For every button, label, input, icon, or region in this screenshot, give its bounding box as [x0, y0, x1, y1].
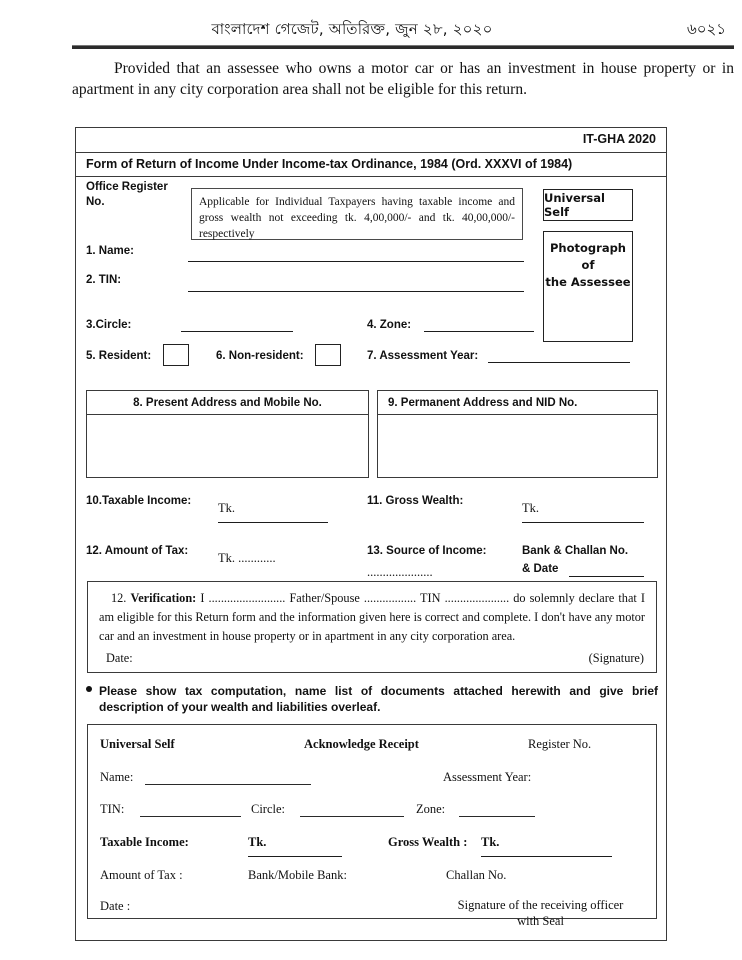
overleaf-note	[86, 683, 658, 715]
overleaf-note-text: Please show tax computation, name list of documents attached herewith and give brief description of your wealth and liabilities overleaf.	[99, 684, 658, 714]
zone-input-line[interactable]	[424, 331, 534, 332]
permanent-address-box[interactable]	[377, 390, 658, 478]
receipt-taxable-income-input-line[interactable]	[248, 856, 342, 857]
gross-wealth-input-line[interactable]	[522, 522, 644, 523]
source-of-income-input-line[interactable]: .....................	[367, 565, 433, 579]
receipt-register-no-label: Register No.	[528, 737, 592, 751]
receipt-name-input-line[interactable]	[145, 784, 311, 785]
receipt-zone-label: Zone:	[416, 802, 446, 816]
gross-wealth-label: 11. Gross Wealth:	[367, 495, 464, 507]
assessment-year-label: 7. Assessment Year:	[367, 350, 479, 362]
non-resident-checkbox[interactable]	[315, 344, 341, 366]
photograph-placeholder[interactable]	[543, 231, 633, 342]
tin-label: 2. TIN:	[86, 274, 122, 286]
receipt-name-label: Name:	[100, 770, 134, 784]
universal-self-badge	[543, 189, 633, 221]
receipt-circle-input-line[interactable]	[300, 816, 404, 817]
receipt-amount-of-tax-label: Amount of Tax :	[100, 868, 183, 882]
circle-label: 3.Circle:	[86, 319, 132, 331]
intro-paragraph: Provided that an assessee who owns a motor car or has an investment in house property or in apartment in any city corporation area shall not be eligible for this return.	[72, 60, 734, 98]
receipt-universal-self-label: Universal Self	[100, 737, 175, 751]
gazette-title: বাংলাদেশ গেজেট, অতিরিক্ত, জুন ২৮, ২০২০	[211, 20, 493, 38]
page-number: ৬০২১	[687, 20, 726, 38]
receipt-signature-block	[433, 897, 648, 929]
receipt-zone-input-line[interactable]	[459, 816, 535, 817]
receipt-signature-line1: Signature of the receiving officer	[457, 898, 624, 912]
receipt-bank-label: Bank/Mobile Bank:	[248, 868, 347, 882]
bank-challan-date-input-line[interactable]	[569, 576, 644, 577]
amount-of-tax-label: 12. Amount of Tax:	[86, 545, 189, 557]
receipt-challan-label: Challan No.	[446, 868, 507, 882]
income-return-form	[75, 127, 667, 941]
photograph-label-line1: Photograph of	[550, 241, 626, 272]
assessment-year-input-line[interactable]	[488, 362, 630, 363]
receipt-assessment-year-label: Assessment Year:	[443, 770, 532, 784]
taxable-income-input-line[interactable]	[218, 522, 328, 523]
verification-signature-label: (Signature)	[588, 651, 644, 665]
receipt-signature-line2: with Seal	[517, 914, 564, 928]
receipt-taxable-income-currency: Tk.	[248, 835, 267, 849]
zone-label: 4. Zone:	[367, 319, 412, 331]
receipt-circle-label: Circle:	[251, 802, 286, 816]
taxable-income-label: 10.Taxable Income:	[86, 495, 192, 507]
name-label: 1. Name:	[86, 245, 134, 257]
photograph-label-line2: the Assessee	[545, 275, 631, 289]
form-code: IT-GHA 2020	[582, 132, 656, 146]
permanent-address-heading: 9. Permanent Address and NID No.	[378, 391, 657, 415]
resident-checkbox[interactable]	[163, 344, 189, 366]
taxable-income-currency: Tk.	[218, 501, 236, 515]
office-register-label: Office Register No.	[86, 181, 168, 208]
applicable-note-box	[191, 188, 523, 240]
form-title: Form of Return of Income Under Income-tax Ordinance, 1984 (Ord. XXXVI of 1984)	[86, 157, 573, 171]
page-header	[72, 18, 734, 54]
bullet-icon	[86, 686, 92, 692]
verification-text	[99, 589, 645, 646]
verification-date-label[interactable]: Date:	[106, 651, 133, 665]
receipt-title: Acknowledge Receipt	[304, 737, 419, 751]
verification-label: Verification:	[130, 591, 197, 605]
receipt-gross-wealth-label: Gross Wealth :	[388, 835, 468, 849]
receipt-gross-wealth-currency: Tk.	[481, 835, 500, 849]
circle-input-line[interactable]	[181, 331, 293, 332]
present-address-heading: 8. Present Address and Mobile No.	[87, 391, 368, 415]
bank-challan-label: Bank & Challan No.	[522, 545, 629, 557]
non-resident-label: 6. Non-resident:	[216, 350, 304, 362]
gross-wealth-currency: Tk.	[522, 501, 540, 515]
present-address-box[interactable]	[86, 390, 369, 478]
source-of-income-label: 13. Source of Income:	[367, 545, 487, 557]
amount-of-tax-input-line[interactable]: Tk. ............	[218, 551, 276, 565]
universal-self-label: Universal Self	[544, 191, 605, 219]
receipt-taxable-income-label: Taxable Income:	[100, 835, 189, 849]
receipt-tin-input-line[interactable]	[140, 816, 241, 817]
verification-number: 12.	[111, 591, 131, 605]
form-title-band	[76, 152, 666, 177]
tin-input-line[interactable]	[188, 291, 524, 292]
bank-challan-date-label: & Date	[522, 563, 559, 575]
name-input-line[interactable]	[188, 261, 524, 262]
receipt-gross-wealth-input-line[interactable]	[481, 856, 612, 857]
acknowledge-receipt-box	[87, 724, 657, 928]
verification-body: I ......................... Father/Spouse ................. TIN ..................... do solemnly declare that I am eligible for this Return form and the information given here is correct and complete. I don't have any motor car and an investment in house property or in apartment in any city corporation area.	[99, 591, 646, 643]
header-divider	[72, 45, 734, 49]
receipt-date-label[interactable]: Date :	[100, 899, 131, 913]
verification-box	[87, 581, 657, 673]
applicable-note-text: Applicable for Individual Taxpayers having taxable income and gross wealth not exceeding tk. 4,00,000/- and tk. 40,00,000/-respectively	[199, 196, 515, 240]
resident-label: 5. Resident:	[86, 350, 152, 362]
receipt-tin-label: TIN:	[100, 802, 125, 816]
